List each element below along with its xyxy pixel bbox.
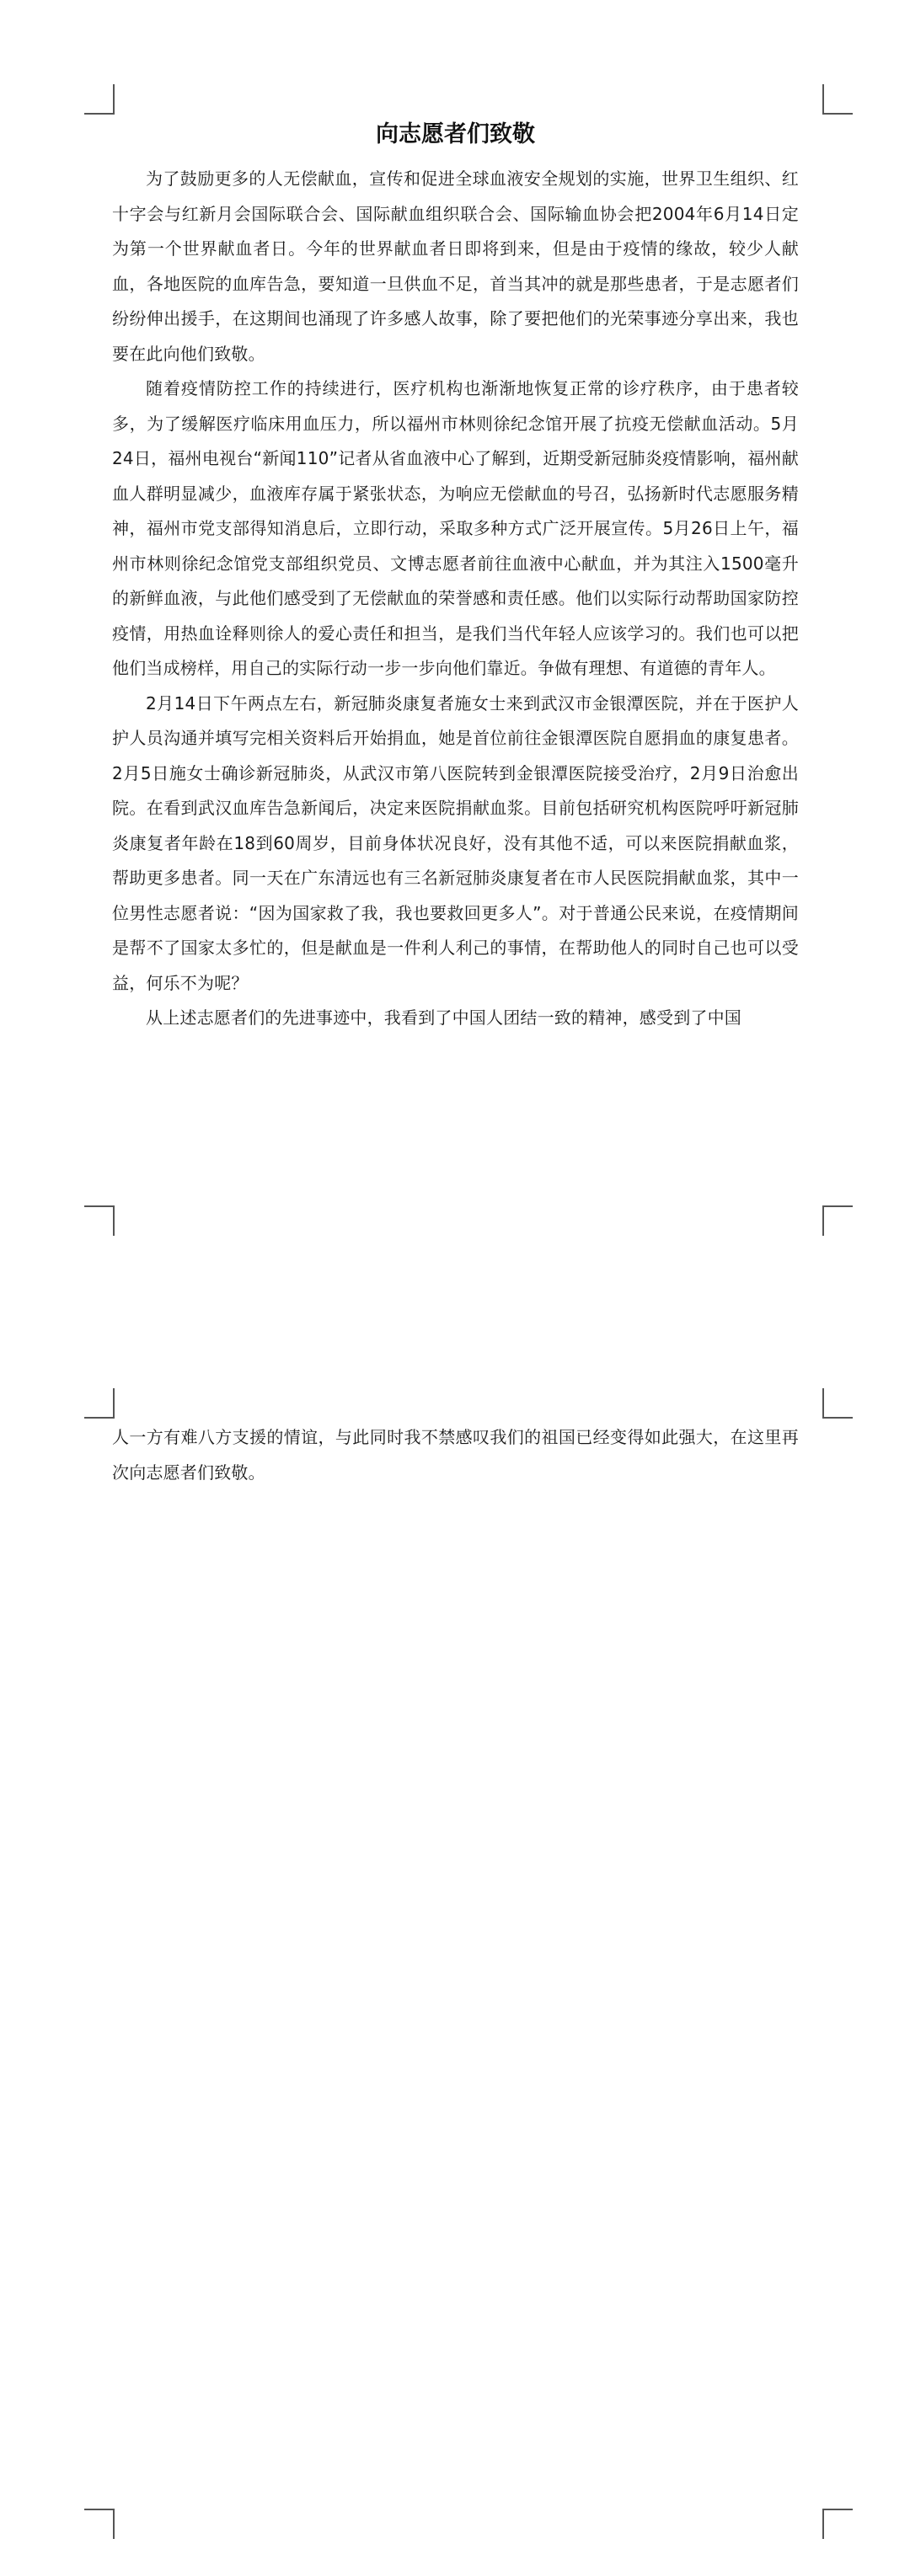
document-title: 向志愿者们致敬	[376, 121, 535, 147]
page-2-body	[112, 1420, 799, 1490]
paragraph-4-continuation: 人一方有难八方支援的情谊，与此同时我不禁感叹我们的祖国已经变得如此强大，在这里再次向志愿者们致敬。	[112, 1427, 799, 1483]
page-corner-mark-top-left	[84, 1388, 115, 1419]
page-corner-mark-bottom-right	[822, 2509, 853, 2539]
document-page-2	[0, 1388, 910, 2576]
page-corner-mark-top-right	[822, 84, 853, 115]
page-corner-mark-bottom-left	[84, 1205, 115, 1236]
page-corner-mark-bottom-right	[822, 1205, 853, 1236]
page-corner-mark-top-right	[822, 1388, 853, 1419]
page-1-body	[112, 118, 799, 1036]
page-corner-mark-bottom-left	[84, 2509, 115, 2539]
paragraph-3: 2月14日下午两点左右，新冠肺炎康复者施女士来到武汉市金银潭医院，并在于医护人护人员沟通并填写完相关资料后开始捐血，她是首位前往金银潭医院自愿捐血的康复患者。2月5日施女士确诊新冠肺炎，从武汉市第八医院转到金银潭医院接受治疗，2月9日治愈出院。在看到武汉血库告急新闻后，决定来医院捐献血浆。目前包括研究机构医院呼吁新冠肺炎康复者年龄在18到60周岁，目前身体状况良好，没有其他不适，可以来医院捐献血浆，帮助更多患者。同一天在广东清远也有三名新冠肺炎康复者在市人民医院捐献血浆，其中一位男性志愿者说：“因为国家救了我，我也要救回更多人”。对于普通公民来说，在疫情期间是帮不了国家太多忙的，但是献血是一件利人利己的事情，在帮助他人的同时自己也可以受益，何乐不为呢？	[112, 692, 799, 993]
paragraph-4: 从上述志愿者们的先进事迹中，我看到了中国人团结一致的精神，感受到了中国	[146, 1007, 741, 1028]
page-corner-mark-top-left	[84, 84, 115, 115]
paragraph-2: 随着疫情防控工作的持续进行，医疗机构也渐渐地恢复正常的诊疗秩序，由于患者较多，为了缓解医疗临床用血压力，所以福州市林则徐纪念馆开展了抗疫无偿献血活动。5月24日，福州电视台“新闻110”记者从省血液中心了解到，近期受新冠肺炎疫情影响，福州献血人群明显减少，血液库存属于紧张状态，为响应无偿献血的号召，弘扬新时代志愿服务精神，福州市党支部得知消息后，立即行动，采取多种方式广泛开展宣传。5月26日上午，福州市林则徐纪念馆党支部组织党员、文博志愿者前往血液中心献血，并为其注入1500毫升的新鲜血液，与此他们感受到了无偿献血的荣誉感和责任感。他们以实际行动帮助国家防控疫情，用热血诠释则徐人的爱心责任和担当，是我们当代年轻人应该学习的。我们也可以把他们当成榜样，用自己的实际行动一步一步向他们靠近。争做有理想、有道德的青年人。	[112, 378, 799, 678]
paragraph-1: 为了鼓励更多的人无偿献血，宣传和促进全球血液安全规划的实施，世界卫生组织、红十字会与红新月会国际联合会、国际献血组织联合会、国际输血协会把2004年6月14日定为第一个世界献血者日。今年的世界献血者日即将到来，但是由于疫情的缘故，较少人献血，各地医院的血库告急，要知道一旦供血不足，首当其冲的就是那些患者，于是志愿者们纷纷伸出援手，在这期间也涌现了许多感人故事，除了要把他们的光荣事迹分享出来，我也要在此向他们致敬。	[112, 168, 799, 364]
document-page-1	[0, 0, 910, 1234]
